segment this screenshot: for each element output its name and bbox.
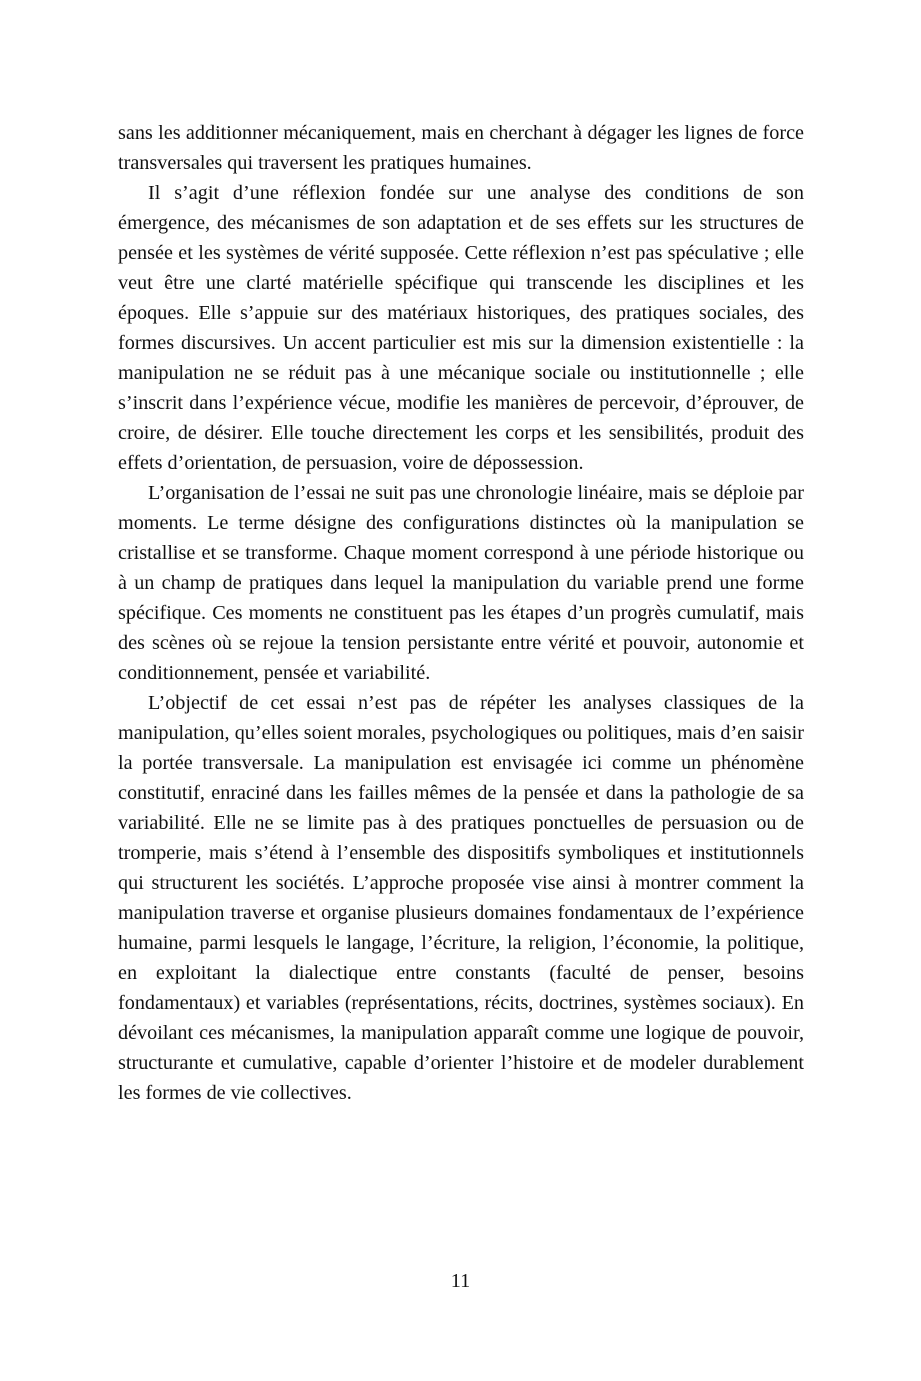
paragraph-2: Il s’agit d’une réflexion fondée sur une analyse des conditions de son émergence, des mécanismes de son adaptation et de ses effets sur les structures de pensée et les systèmes de vérité supposée. Cette réflexion n’est pas spéculative ; elle veut être une clarté matérielle spécifique qui transcende les disciplines et les époques. Elle s’appuie sur des matériaux historiques, des pratiques sociales, des formes discursives. Un accent particulier est mis sur la dimension existentielle : la manipulation ne se réduit pas à une mécanique sociale ou institutionnelle ; elle s’inscrit dans l’expérience vécue, modifie les manières de percevoir, d’éprouver, de croire, de désirer. Elle touche directement les corps et les sensibilités, produit des effets d’orientation, de persuasion, voire de dépossession. (118, 182, 804, 474)
paragraph-3: L’organisation de l’essai ne suit pas une chronologie linéaire, mais se déploie par moments. Le terme désigne des configurations distinctes où la manipulation se cristallise et se transforme. Chaque moment correspond à une période historique ou à un champ de pratiques dans lequel la manipulation du variable prend une forme spécifique. Ces moments ne constituent pas les étapes d’un progrès cumulatif, mais des scènes où se rejoue la tension persistante entre vérité et pouvoir, autonomie et conditionnement, pensée et variabilité. (118, 482, 804, 684)
paragraph-1: sans les additionner mécaniquement, mais en cherchant à dégager les lignes de force transversales qui traversent les pratiques humaines. (118, 122, 804, 174)
page-body (118, 118, 804, 1108)
paragraph-4: L’objectif de cet essai n’est pas de répéter les analyses classiques de la manipulation, qu’elles soient morales, psychologiques ou politiques, mais d’en saisir la portée transversale. La manipulation est envisagée ici comme un phénomène constitutif, enraciné dans les failles mêmes de la pensée et dans la pathologie de sa variabilité. Elle ne se limite pas à des pratiques ponctuelles de persuasion ou de tromperie, mais s’étend à l’ensemble des dispositifs symboliques et institutionnels qui structurent les sociétés. L’approche proposée vise ainsi à montrer comment la manipulation traverse et organise plusieurs domaines fondamentaux de l’expérience humaine, parmi lesquels le langage, l’écriture, la religion, l’économie, la politique, en exploitant la dialectique entre constants (faculté de penser, besoins fondamentaux) et variables (représentations, récits, doctrines, systèmes sociaux). En dévoilant ces mécanismes, la manipulation apparaît comme une logique de pouvoir, structurante et cumulative, capable d’orienter l’histoire et de modeler durablement les formes de vie collectives. (118, 692, 804, 1104)
page-number: 11 (450, 1270, 471, 1292)
